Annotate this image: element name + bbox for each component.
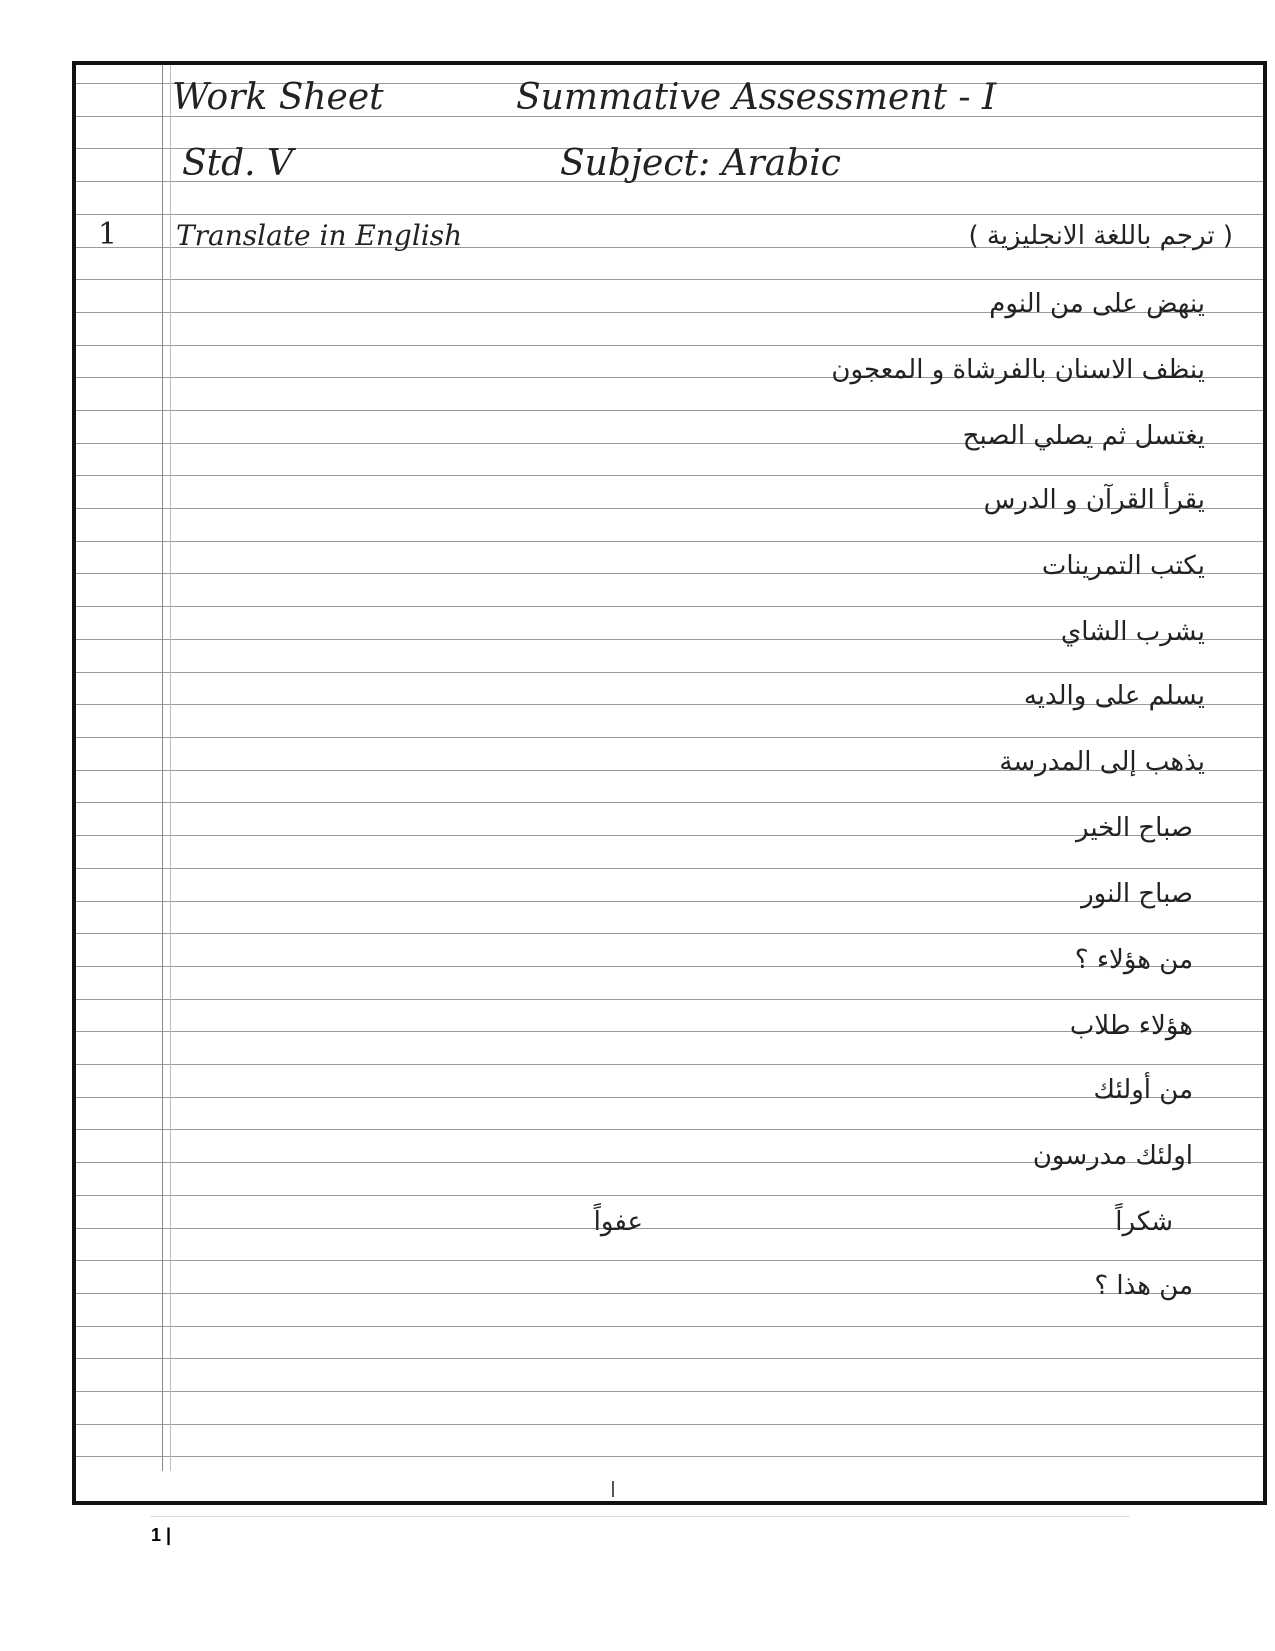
arabic-line: يكتب التمرينات [1041, 551, 1205, 581]
ruled-line [76, 475, 1263, 476]
worksheet-page [72, 61, 1267, 1505]
ruled-line [76, 1228, 1263, 1229]
arabic-line: اولئك مدرسون [1032, 1141, 1193, 1171]
arabic-line: من هؤلاء ؟ [1074, 945, 1193, 975]
page-number: 1 | [151, 1525, 172, 1545]
ruled-line [76, 541, 1263, 542]
subject-label: Subject: Arabic [560, 143, 841, 184]
std-label: Std. V [182, 143, 294, 184]
arabic-line: يذهب إلى المدرسة [999, 747, 1205, 777]
assessment-title: Summative Assessment - I [516, 77, 997, 118]
arabic-line: يقرأ القرآن و الدرس [983, 485, 1205, 515]
arabic-line: صباح النور [1081, 879, 1193, 909]
ruled-line [76, 802, 1263, 803]
arabic-line: يشرب الشاي [1060, 617, 1205, 647]
arabic-line: يغتسل ثم يصلي الصبح [962, 421, 1205, 451]
arabic-line: ينهض على من النوم [989, 289, 1205, 319]
arabic-line: صباح الخير [1075, 813, 1193, 843]
arabic-line: يسلم على والديه [1023, 681, 1205, 711]
arabic-line: ينظف الاسنان بالفرشاة و المعجون [831, 355, 1205, 385]
ruled-line [76, 868, 1263, 869]
arabic-line: شكراً [1115, 1207, 1173, 1237]
question-number: 1 [98, 217, 118, 252]
arabic-line: هؤلاء طلاب [1069, 1011, 1193, 1041]
margin-line-faint [170, 65, 171, 1471]
ruled-line [76, 737, 1263, 738]
ruled-line [76, 410, 1263, 411]
ruled-line [76, 214, 1263, 215]
ruled-line [76, 606, 1263, 607]
arabic-line: من هذا ؟ [1094, 1271, 1193, 1301]
work-sheet-title: Work Sheet [172, 77, 384, 118]
bottom-tick-mark [612, 1481, 614, 1497]
footer-rule [150, 1516, 1130, 1517]
ruled-line [76, 1456, 1263, 1457]
ruled-line [76, 1195, 1263, 1196]
instruction-arabic: ( ترجم باللغة الانجليزية ) [968, 221, 1233, 251]
arabic-line: من أولئك [1093, 1075, 1193, 1105]
ruled-line [76, 1064, 1263, 1065]
arabic-line-afwan: عفواً [593, 1207, 643, 1237]
ruled-line [76, 1358, 1263, 1359]
ruled-line [76, 1424, 1263, 1425]
ruled-line [76, 999, 1263, 1000]
ruled-line [76, 279, 1263, 280]
ruled-line [76, 1391, 1263, 1392]
ruled-line [76, 1129, 1263, 1130]
ruled-line [76, 345, 1263, 346]
ruled-line [76, 672, 1263, 673]
margin-line [162, 65, 163, 1471]
ruled-line [76, 1293, 1263, 1294]
ruled-line [76, 933, 1263, 934]
ruled-line [76, 1097, 1263, 1098]
instruction-english: Translate in English [176, 219, 463, 252]
ruled-line [76, 1260, 1263, 1261]
ruled-line [76, 1326, 1263, 1327]
